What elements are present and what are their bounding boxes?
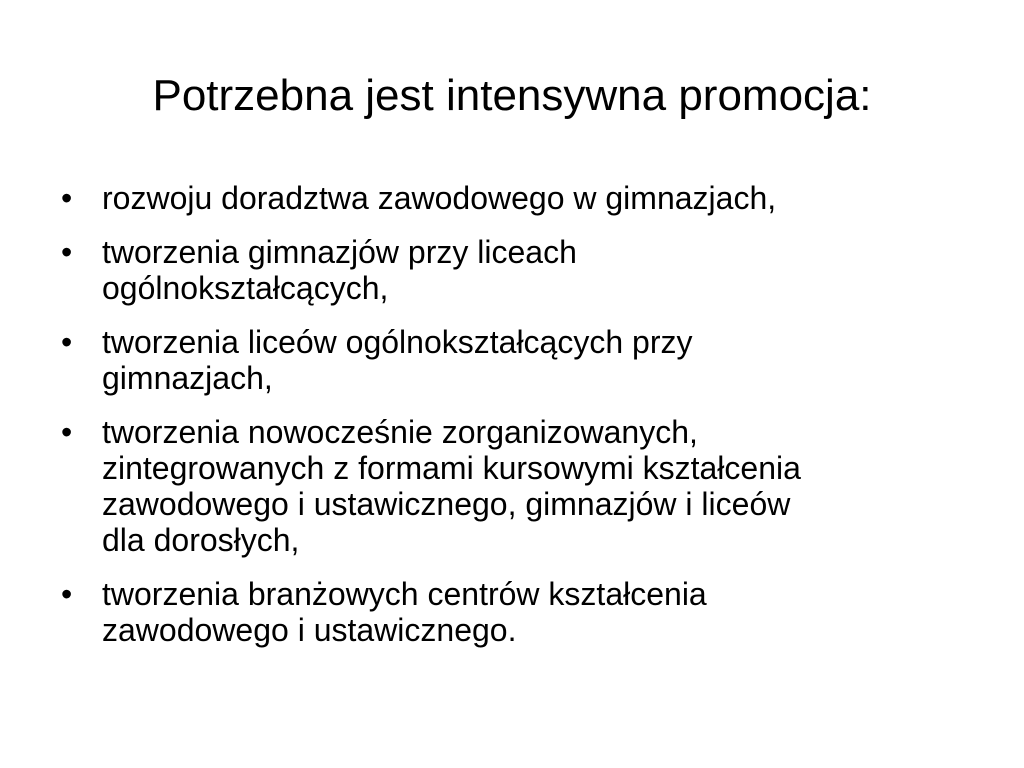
list-item <box>56 576 996 648</box>
bullet-text-line: ogólnokształcących, <box>102 270 389 306</box>
list-item <box>56 414 996 558</box>
bullet-text-line: zawodowego i ustawicznego, gimnazjów i liceów <box>102 486 791 522</box>
list-item <box>56 234 996 306</box>
list-item <box>56 324 996 396</box>
bullet-text-line: zintegrowanych z formami kursowymi kształcenia <box>102 450 801 486</box>
bullet-text-line: tworzenia nowocześnie zorganizowanych, <box>102 414 698 450</box>
list-item <box>56 180 996 216</box>
bullet-list <box>56 180 996 648</box>
bullet-text-line: gimnazjach, <box>102 360 273 396</box>
bullet-icon: • <box>61 324 73 360</box>
bullet-text-line: tworzenia branżowych centrów kształcenia <box>102 576 707 612</box>
bullet-icon: • <box>61 576 73 612</box>
bullet-text-line: tworzenia liceów ogólnokształcących przy <box>102 324 693 360</box>
bullet-text-line: zawodowego i ustawicznego. <box>102 612 517 648</box>
bullet-icon: • <box>61 180 73 216</box>
bullet-text-line: tworzenia gimnazjów przy liceach <box>102 234 577 270</box>
bullet-icon: • <box>61 414 73 450</box>
bullet-text-line: rozwoju doradztwa zawodowego w gimnazjach, <box>102 180 777 216</box>
slide-title: Potrzebna jest intensywna promocja: <box>152 71 872 120</box>
bullet-icon: • <box>61 234 73 270</box>
bullet-text-line: dla dorosłych, <box>102 522 300 558</box>
